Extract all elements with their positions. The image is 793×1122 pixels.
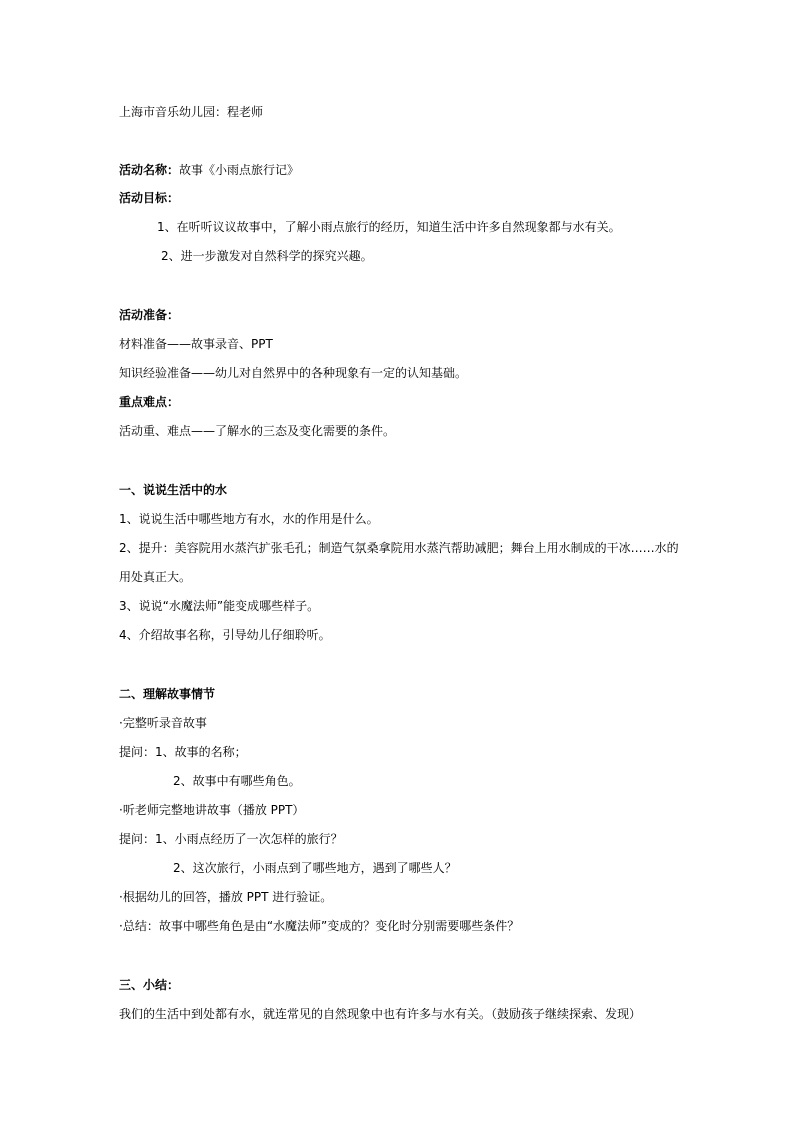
section2-line: ·根据幼儿的回答，播放 PPT 进行验证。 xyxy=(119,890,333,904)
section2-heading: 二、理解故事情节 xyxy=(119,687,216,701)
section1-item: 用处真正大。 xyxy=(119,570,192,584)
section1-heading: 一、说说生活中的水 xyxy=(119,483,228,497)
section2-line: 2、这次旅行，小雨点到了哪些地方，遇到了哪些人？ xyxy=(173,861,457,875)
section2-line: 提问：1、故事的名称； xyxy=(119,745,247,759)
section2-line: 提问：1、小雨点经历了一次怎样的旅行？ xyxy=(119,832,343,846)
section1-item: 2、提升：美容院用水蒸汽扩张毛孔；制造气氛桑拿院用水蒸汽帮助减肥；舞台上用水制成的干冰……水的 xyxy=(119,541,679,555)
author-line: 上海市音乐幼儿园：程老师 xyxy=(119,105,264,119)
goal-item-2: 2、进一步激发对自然科学的探究兴趣。 xyxy=(161,249,373,263)
activity-prep-label: 活动准备： xyxy=(119,308,180,322)
section2-line: ·完整听录音故事 xyxy=(119,716,207,730)
section2-line: ·总结：故事中哪些角色是由“水魔法师”变成的？变化时分别需要哪些条件？ xyxy=(119,919,520,933)
section2-line: ·听老师完整地讲故事（播放 PPT） xyxy=(119,803,305,817)
focus-text: 活动重、难点——了解水的三态及变化需要的条件。 xyxy=(119,424,396,438)
activity-goals-label: 活动目标： xyxy=(119,191,180,205)
prep-item-knowledge: 知识经验准备——幼儿对自然界中的各种现象有一定的认知基础。 xyxy=(119,366,468,380)
goal-item-1: 1、在听听议议故事中，了解小雨点旅行的经历，知道生活中许多自然现象都与水有关。 xyxy=(157,220,621,234)
activity-name-label: 活动名称： xyxy=(119,163,180,177)
activity-name-row xyxy=(119,162,299,178)
section2-line: 2、故事中有哪些角色。 xyxy=(173,774,301,788)
activity-name-value: 故事《小雨点旅行记》 xyxy=(179,163,300,177)
focus-label: 重点难点： xyxy=(119,395,180,409)
section3-heading: 三、小结： xyxy=(119,978,180,992)
section1-item: 1、说说生活中哪些地方有水，水的作用是什么。 xyxy=(119,512,379,526)
section1-item: 4、介绍故事名称，引导幼儿仔细聆听。 xyxy=(119,628,331,642)
prep-item-materials: 材料准备——故事录音、PPT xyxy=(119,337,273,351)
section3-text: 我们的生活中到处都有水，就连常见的自然现象中也有许多与水有关。（鼓励孩子继续探索、发现） xyxy=(119,1007,642,1021)
section1-item: 3、说说“水魔法师”能变成哪些样子。 xyxy=(119,599,320,613)
